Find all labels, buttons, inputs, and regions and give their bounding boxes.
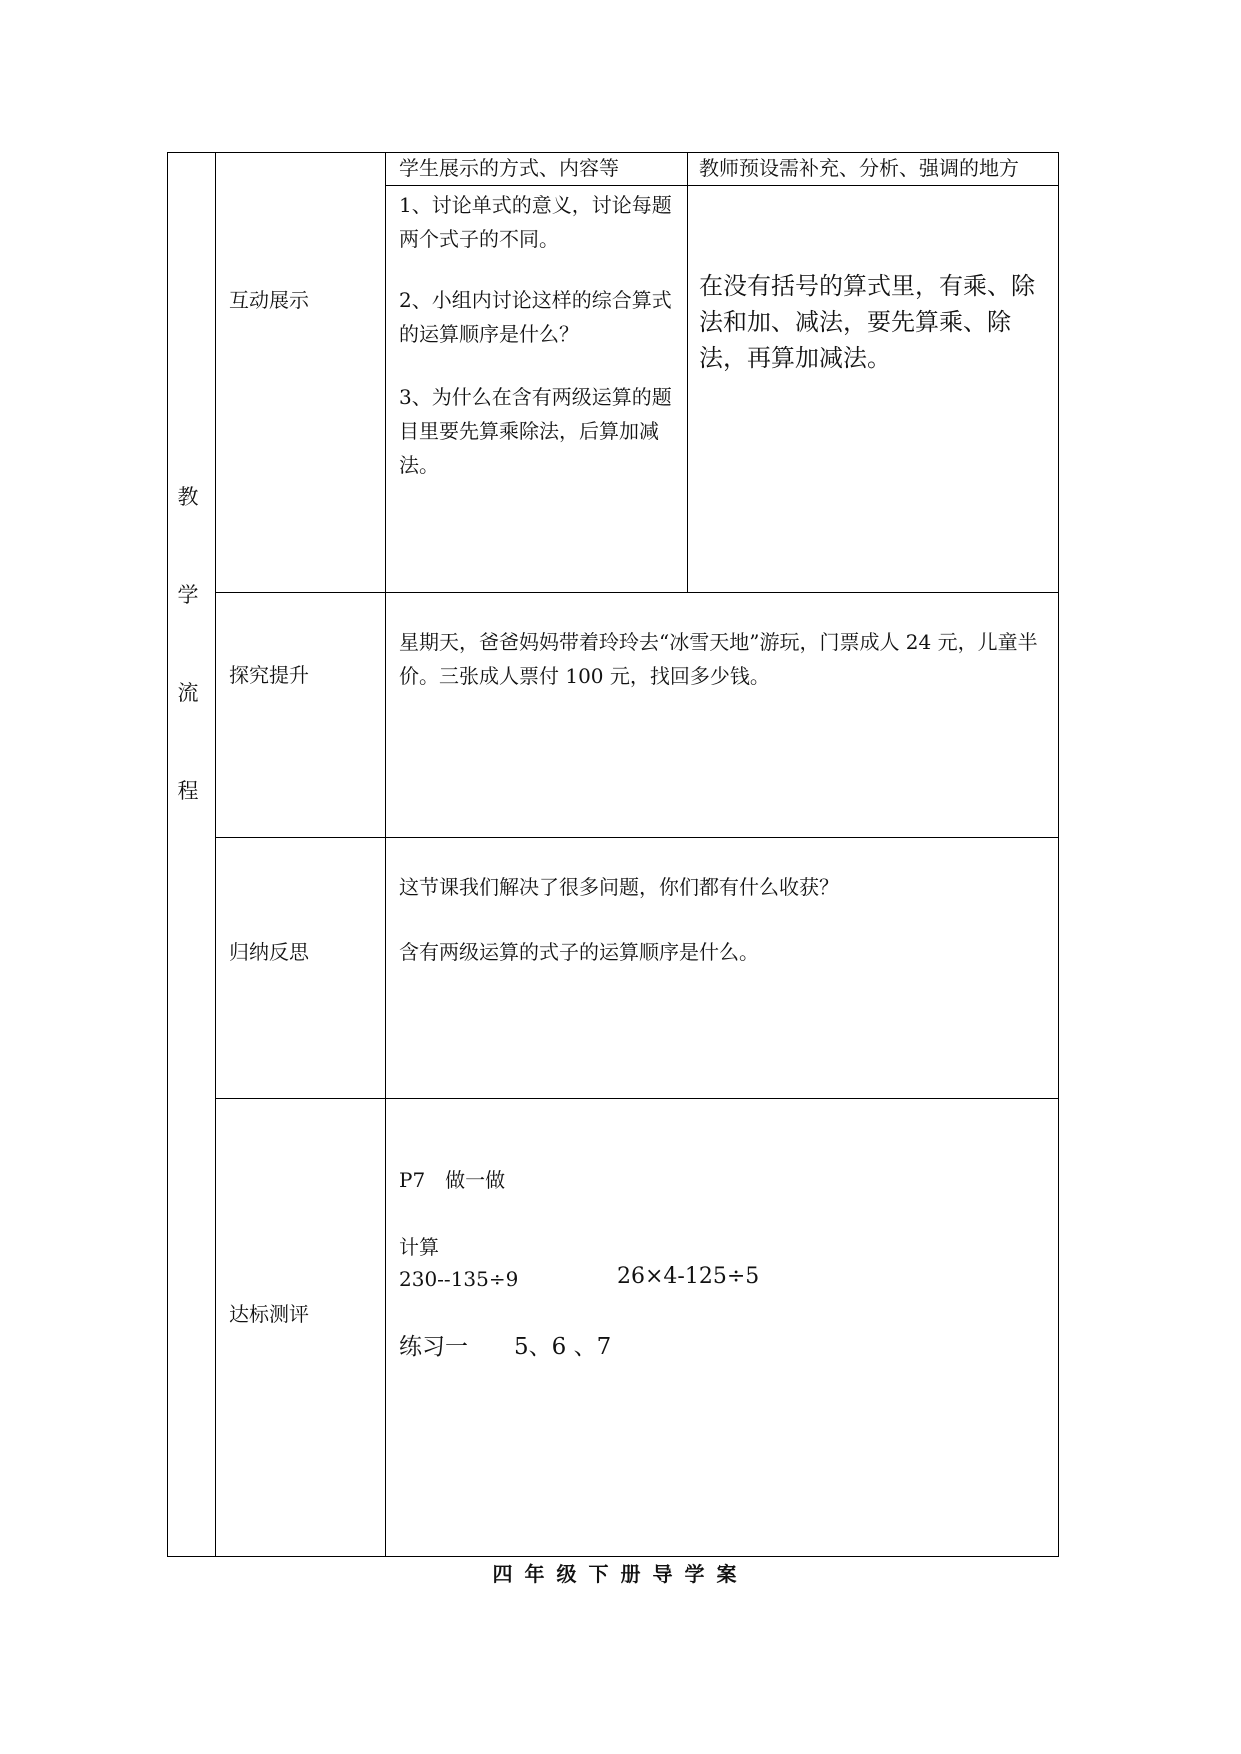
assessment-expression-1: 230--135÷9: [399, 1267, 519, 1291]
page-footer-title: 四年级下册导学案: [492, 1562, 749, 1586]
label-col-divider: [385, 152, 386, 1557]
row-label-interactive: 互动展示: [229, 288, 309, 312]
assessment-calc-title: 计算: [399, 1235, 439, 1259]
teacher-note: 在没有括号的算式里，有乘、除法和加、减法，要先算乘、除法，再算加减法。: [699, 272, 1035, 372]
table-left-border: [167, 152, 168, 1557]
assessment-expression-2: 26×4-125÷5: [617, 1264, 760, 1289]
row-divider-2: [215, 837, 1059, 838]
explore-problem: 星期天，爸爸妈妈带着玲玲去“冰雪天地”游玩，门票成人 24 元，儿童半价。三张成人票付 100 元，找回多少钱。: [399, 630, 1038, 688]
header-row-divider: [385, 185, 1059, 186]
row-divider-1: [215, 592, 1059, 593]
assessment-practice: 练习一 5、6 、7: [399, 1334, 612, 1360]
row-label-summary: 归纳反思: [229, 940, 309, 964]
assessment-exercise-ref: P7 做一做: [399, 1168, 506, 1192]
header-teacher-col: 教师预设需补充、分析、强调的地方: [699, 156, 1019, 180]
side-label-char-2: 学: [177, 583, 199, 607]
summary-question-2: 含有两级运算的式子的运算顺序是什么。: [399, 940, 759, 964]
content-split-divider: [687, 152, 688, 593]
student-item-1: 1、讨论单式的意义，讨论每题两个式子的不同。: [399, 193, 672, 251]
side-label-char-3: 流: [177, 681, 199, 705]
side-label-char-4: 程: [177, 779, 199, 803]
side-label-char-1: 教: [177, 485, 199, 509]
student-item-3: 3、为什么在含有两级运算的题目里要先算乘除法，后算加减法。: [399, 385, 672, 477]
table-bottom-border: [167, 1556, 1058, 1557]
side-col-divider: [215, 152, 216, 1557]
summary-question-1: 这节课我们解决了很多问题，你们都有什么收获？: [399, 875, 839, 899]
student-item-2: 2、小组内讨论这样的综合算式的运算顺序是什么？: [399, 288, 672, 346]
row-divider-3: [215, 1098, 1059, 1099]
table-right-border: [1058, 152, 1059, 1557]
row-label-assessment: 达标测评: [229, 1302, 309, 1326]
row-label-explore: 探究提升: [229, 663, 309, 687]
header-student-col: 学生展示的方式、内容等: [399, 156, 619, 180]
